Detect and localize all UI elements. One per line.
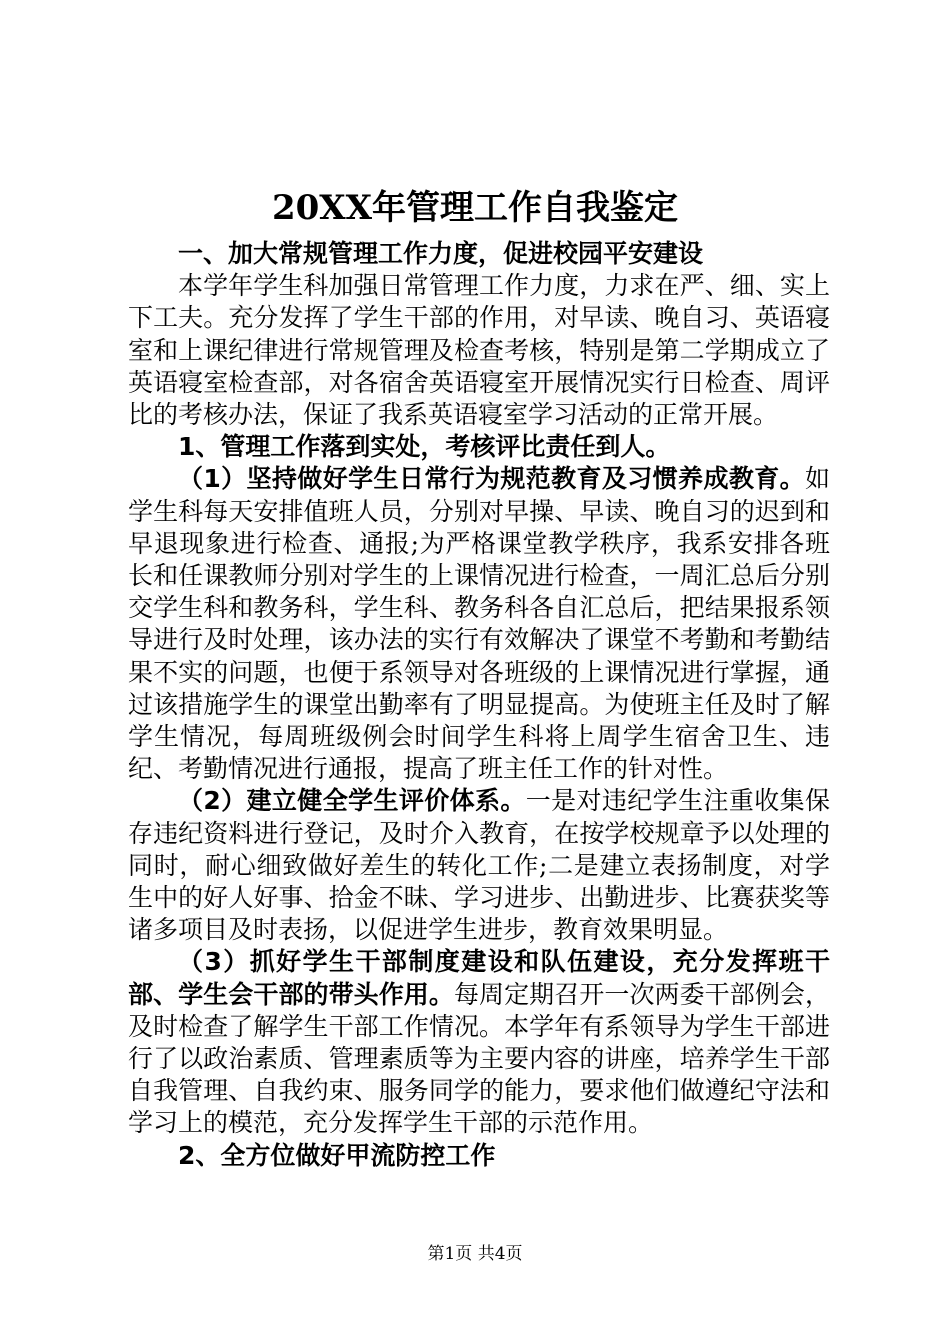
paragraph-4 [128,946,830,1139]
paragraph-4-body: 每周定期召开一次两委干部例会，及时检查了解学生干部工作情况。本学年有系领导为学生干部进行了以政治素质、管理素质等为主要内容的讲座，培养学生干部自我管理、自我约束、服务同学的能力，要求他们做遵纪守法和学习上的模范，充分发挥学生干部的示范作用。 [128,979,830,1138]
paragraph-1: 本学年学生科加强日常管理工作力度，力求在严、细、实上下工夫。充分发挥了学生干部的作用，对早读、晚自习、英语寝室和上课纪律进行常规管理及检查考核，特别是第二学期成立了英语寝室检查部，对各宿舍英语寝室开展情况实行日检查、周评比的考核办法，保证了我系英语寝室学习活动的正常开展。 [128,271,830,430]
paragraph-3 [128,785,830,946]
paragraph-4-lead: （3）抓好学生干部制度建设和队伍建设，充分发挥班干部、学生会干部的带头作用。 [128,947,830,1009]
paragraph-3-lead: （2）建立健全学生评价体系。 [178,786,526,816]
subsection-heading-2: 2、全方位做好甲流防控工作 [178,1140,496,1170]
section-heading-1: 一、加大常规管理工作力度，促进校园平安建设 [178,239,704,268]
page-footer: 第1页 共4页 [427,1244,523,1264]
document-body [128,238,830,1172]
paragraph-2 [128,463,830,785]
document-title: 20XX年管理工作自我鉴定 [271,188,679,228]
paragraph-2-lead: （1）坚持做好学生日常行为规范教育及习惯养成教育。 [178,464,805,494]
paragraph-3-body: 一是对违纪学生注重收集保存违纪资料进行登记，及时介入教育，在按学校规章予以处理的同时，耐心细致做好差生的转化工作;二是建立表扬制度，对学生中的好人好事、拾金不昧、学习进步、出勤进步、比赛获奖等诸多项目及时表扬，以促进学生进步，教育效果明显。 [128,786,830,945]
subsection-heading-1: 1、管理工作落到实处，考核评比责任到人。 [178,432,671,462]
paragraph-2-body: 如学生科每天安排值班人员，分别对早操、早读、晚自习的迟到和早退现象进行检查、通报;为严格课堂教学秩序，我系安排各班长和任课教师分别对学生的上课情况进行检查，一周汇总后分别交学生科和教务科，学生科、教务科各自汇总后，把结果报系领导进行及时处理，该办法的实行有效解决了课堂不考勤和考勤结果不实的问题，也便于系领导对各班级的上课情况进行掌握，通过该措施学生的课堂出勤率有了明显提高。为使班主任及时了解学生情况，每周班级例会时间学生科将上周学生宿舍卫生、违纪、考勤情况进行通报，提高了班主任工作的针对性。 [128,464,830,784]
